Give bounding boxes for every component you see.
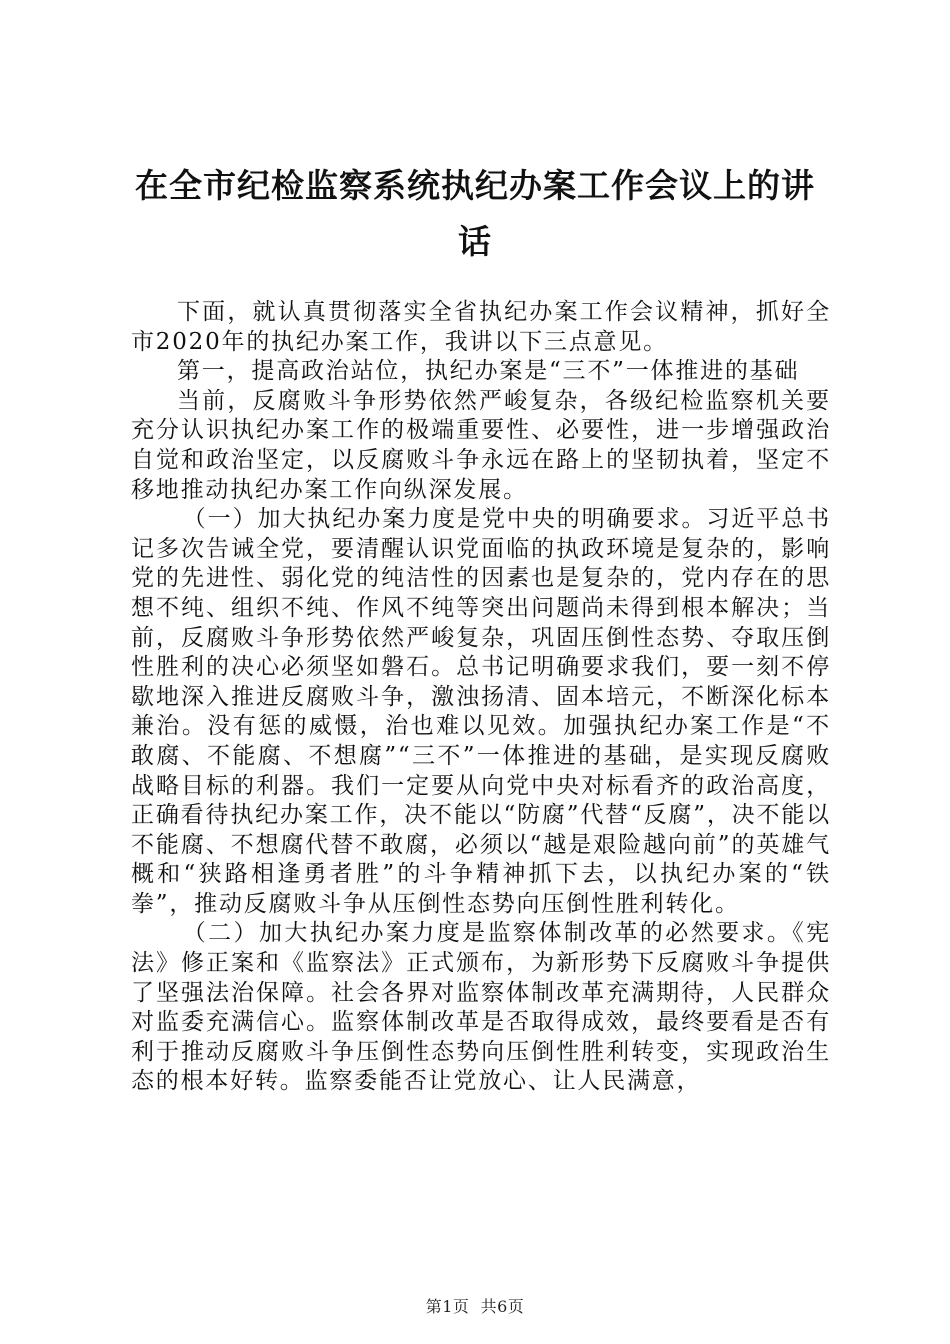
document-body [131,298,831,1097]
paragraph-intro: 下面，就认真贯彻落实全省执纪办案工作会议精神，抓好全市2020年的执纪办案工作，我讲以下三点意见。 [131,299,831,355]
paragraph-point-one: （一）加大执纪办案力度是党中央的明确要求。习近平总书记多次告诫全党，要清醒认识党面临的执政环境是复杂的，影响党的先进性、弱化党的纯洁性的因素也是复杂的，党内存在的思想不纯、组织不纯、作风不纯等突出问题尚未得到根本解决；当前，反腐败斗争形势依然严峻复杂，巩固压倒性态势、夺取压倒性胜利的决心必须坚如磐石。总书记明确要求我们，要一刻不停歇地深入推进反腐败斗争，激浊扬清、固本培元，不断深化标本兼治。没有惩的威慑，治也难以见效。加强执纪办案工作是“不敢腐、不能腐、不想腐”“三不”一体推进的基础，是实现反腐败战略目标的利器。我们一定要从向党中央对标看齐的政治高度，正确看待执纪办案工作，决不能以“防腐”代替“反腐”，决不能以不能腐、不想腐代替不敢腐，必须以“越是艰险越向前”的英雄气概和“狭路相逢勇者胜”的斗争精神抓下去，以执纪办案的“铁拳”，推动反腐败斗争从压倒性态势向压倒性胜利转化。 [131,506,831,917]
page-number-label: 第1页 共6页 [425,1297,525,1316]
document-title [110,158,840,270]
section-heading-first: 第一，提高政治站位，执纪办案是“三不”一体推进的基础 [177,358,800,385]
title-line-1: 在全市纪检监察系统执纪办案工作会议上的讲 [135,166,815,205]
title-line-2: 话 [458,222,492,261]
paragraph-context: 当前，反腐败斗争形势依然严峻复杂，各级纪检监察机关要充分认识执纪办案工作的极端重要性、必要性，进一步增强政治自觉和政治坚定，以反腐败斗争永远在路上的坚韧执着，坚定不移地推动执纪办案工作向纵深发展。 [131,387,831,503]
paragraph-point-two: （二）加大执纪办案力度是监察体制改革的必然要求。《宪法》修正案和《监察法》正式颁布，为新形势下反腐败斗争提供了坚强法治保障。社会各界对监察体制改革充满期待，人民群众对监委充满信心。监察体制改革是否取得成效，最终要看是否有利于推动反腐败斗争压倒性态势向压倒性胜利转变，实现政治生态的根本好转。监察委能否让党放心、让人民满意， [131,920,831,1095]
page-footer [0,1294,950,1317]
